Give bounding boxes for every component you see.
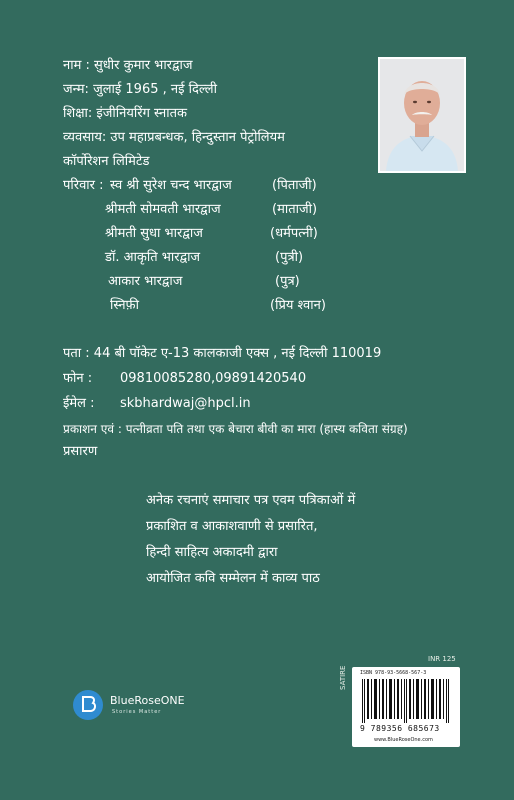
occupation-line-2: कॉर्पोरेशन लिमिटेड — [63, 154, 150, 169]
address: पता : 44 बी पॉकेट ए-13 कालकाजी एक्स , नई दिल्ली 110019 — [63, 346, 382, 361]
publisher-logo-icon — [73, 690, 103, 720]
blurb-line: प्रकाशित व आकाशवाणी से प्रसारित, — [146, 519, 318, 534]
family-member-relation: (धर्मपत्नी) — [270, 226, 318, 241]
family-member-name: स्निफ़ी — [110, 298, 139, 313]
publication-line-1: प्रकाशन एवं : पत्नीव्रता पति तथा एक बेचारा बीवी का मारा (हास्य कविता संग्रह) — [63, 422, 408, 436]
publication-line-2: प्रसारण — [63, 444, 98, 459]
family-member-name: आकार भारद्वाज — [108, 274, 183, 289]
occupation-line-1: व्यवसाय: उप महाप्रबन्धक, हिन्दुस्तान पेट्रोलियम — [63, 130, 285, 145]
family-label: परिवार : — [63, 178, 104, 193]
publisher-tagline: Stories Matter — [112, 709, 162, 715]
birth-info: जन्म: जुलाई 1965 , नई दिल्ली — [63, 82, 217, 97]
family-member-name: स्व श्री सुरेश चन्द भारद्वाज — [110, 178, 232, 193]
family-member-relation: (पिताजी) — [272, 178, 317, 193]
phone-number: 09810085280,09891420540 — [120, 371, 307, 386]
family-member-name: डॉ. आकृति भारद्वाज — [105, 250, 201, 265]
barcode-number: 9 789356 685673 — [360, 724, 440, 733]
blurb-line: अनेक रचनाएं समाचार पत्र एवम पत्रिकाओं में — [146, 493, 356, 508]
author-name: नाम : सुधीर कुमार भारद्वाज — [63, 58, 193, 73]
education-info: शिक्षा: इंजीनियरिंग स्नातक — [63, 106, 188, 121]
isbn-barcode — [352, 667, 460, 747]
author-photo — [378, 57, 466, 173]
family-member-relation: (पुत्र) — [275, 274, 300, 289]
family-member-relation: (प्रिय श्वान) — [270, 298, 326, 313]
price-label: INR 125 — [428, 655, 456, 663]
family-member-name: श्रीमती सोमवती भारद्वाज — [105, 202, 221, 217]
family-member-relation: (माताजी) — [272, 202, 318, 217]
publisher-website: www.BlueRoseOne.com — [374, 737, 433, 743]
barcode-bars — [362, 679, 450, 723]
family-member-name: श्रीमती सुधा भारद्वाज — [105, 226, 203, 241]
genre-label: SATIRE — [339, 665, 347, 690]
isbn-text: ISBN 978-93-5668-567-3 — [360, 670, 427, 676]
blurb-line: आयोजित कवि सम्मेलन में काव्य पाठ — [146, 571, 320, 586]
family-member-relation: (पुत्री) — [275, 250, 304, 265]
blurb-line: हिन्दी साहित्य अकादमी द्वारा — [146, 545, 278, 560]
email-address: skbhardwaj@hpcl.in — [120, 396, 251, 411]
publisher-name: BlueRoseONE — [110, 694, 185, 707]
email-label: ईमेल : — [63, 396, 95, 411]
phone-label: फोन : — [63, 371, 93, 386]
